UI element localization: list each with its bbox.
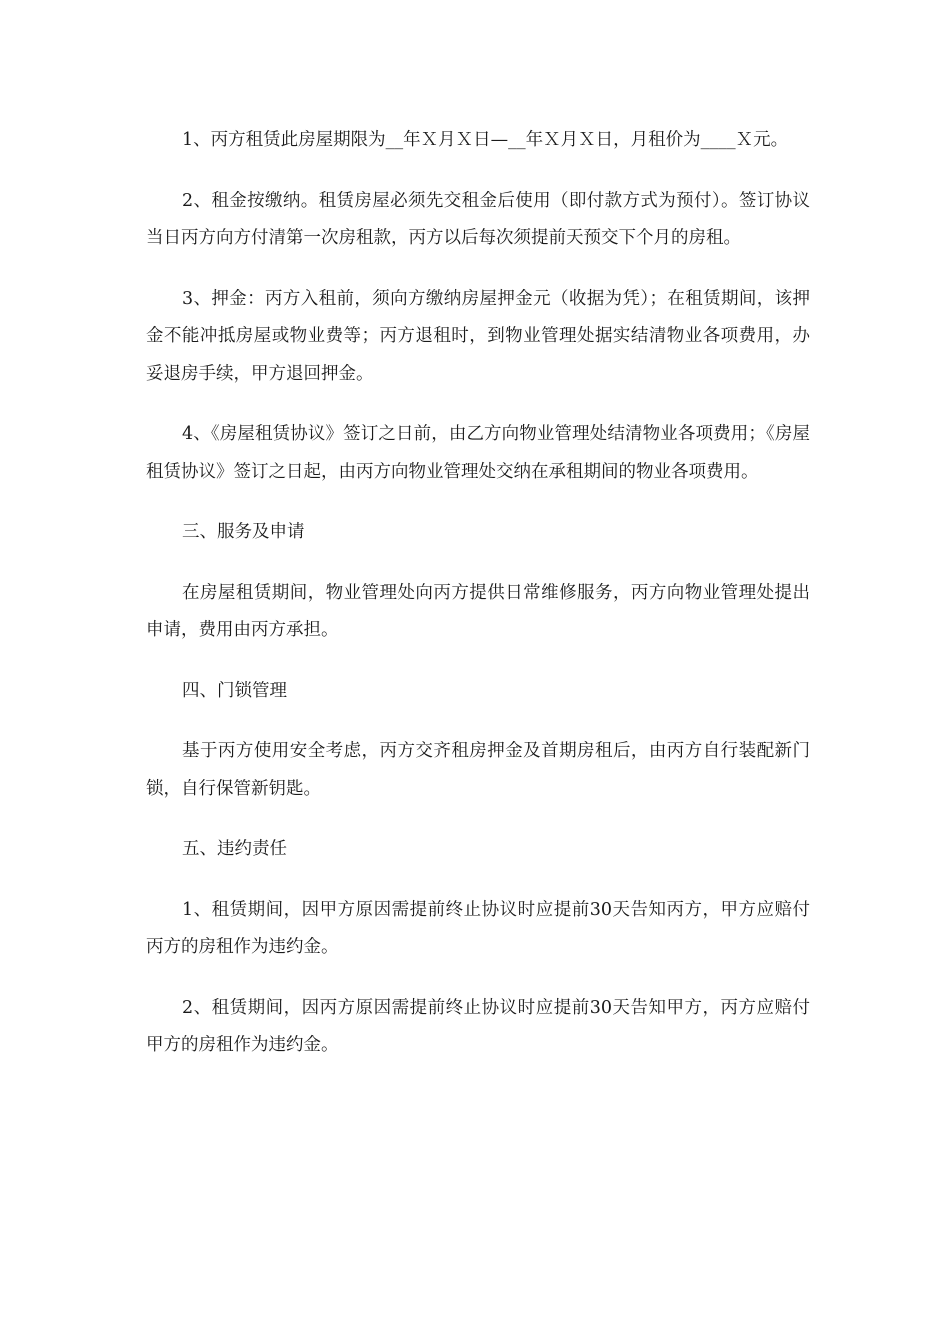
section-heading-service: 三、服务及申请 xyxy=(182,522,305,542)
clause-property-fees: 4、《房屋租赁协议》签订之日前，由乙方向物业管理处结清物业各项费用；《房屋租赁协议》签订之日起，由丙方向物业管理处交纳在承租期间的物业各项费用。 xyxy=(146,424,810,482)
section-heading-breach: 五、违约责任 xyxy=(182,839,287,859)
document-page xyxy=(146,122,810,1088)
clause-breach-landlord: 1、租赁期间，因甲方原因需提前终止协议时应提前30天告知丙方，甲方应赔付丙方的房租作为违约金。 xyxy=(146,899,810,957)
section-heading-locks: 四、门锁管理 xyxy=(182,680,287,701)
clause-breach-tenant: 2、租赁期间，因丙方原因需提前终止协议时应提前30天告知甲方，丙方应赔付甲方的房租作为违约金。 xyxy=(146,997,810,1055)
clause-maintenance: 在房屋租赁期间，物业管理处向丙方提供日常维修服务，丙方向物业管理处提出申请，费用由丙方承担。 xyxy=(146,582,810,640)
clause-locks: 基于丙方使用安全考虑，丙方交齐租房押金及首期房租后，由丙方自行装配新门锁，自行保管新钥匙。 xyxy=(146,741,810,799)
clause-lease-term: 1、丙方租赁此房屋期限为__年Ｘ月Ｘ日—__年Ｘ月Ｘ日，月租价为____Ｘ元。 xyxy=(182,130,789,150)
clause-deposit: 3、押金：丙方入租前，须向方缴纳房屋押金元（收据为凭）；在租赁期间，该押金不能冲抵房屋或物业费等；丙方退租时，到物业管理处据实结清物业各项费用，办妥退房手续，甲方退回押金。 xyxy=(146,288,810,384)
clause-rent-payment: 2、租金按缴纳。租赁房屋必须先交租金后使用（即付款方式为预付）。签订协议当日丙方向方付清第一次房租款，丙方以后每次须提前天预交下个月的房租。 xyxy=(146,190,810,248)
